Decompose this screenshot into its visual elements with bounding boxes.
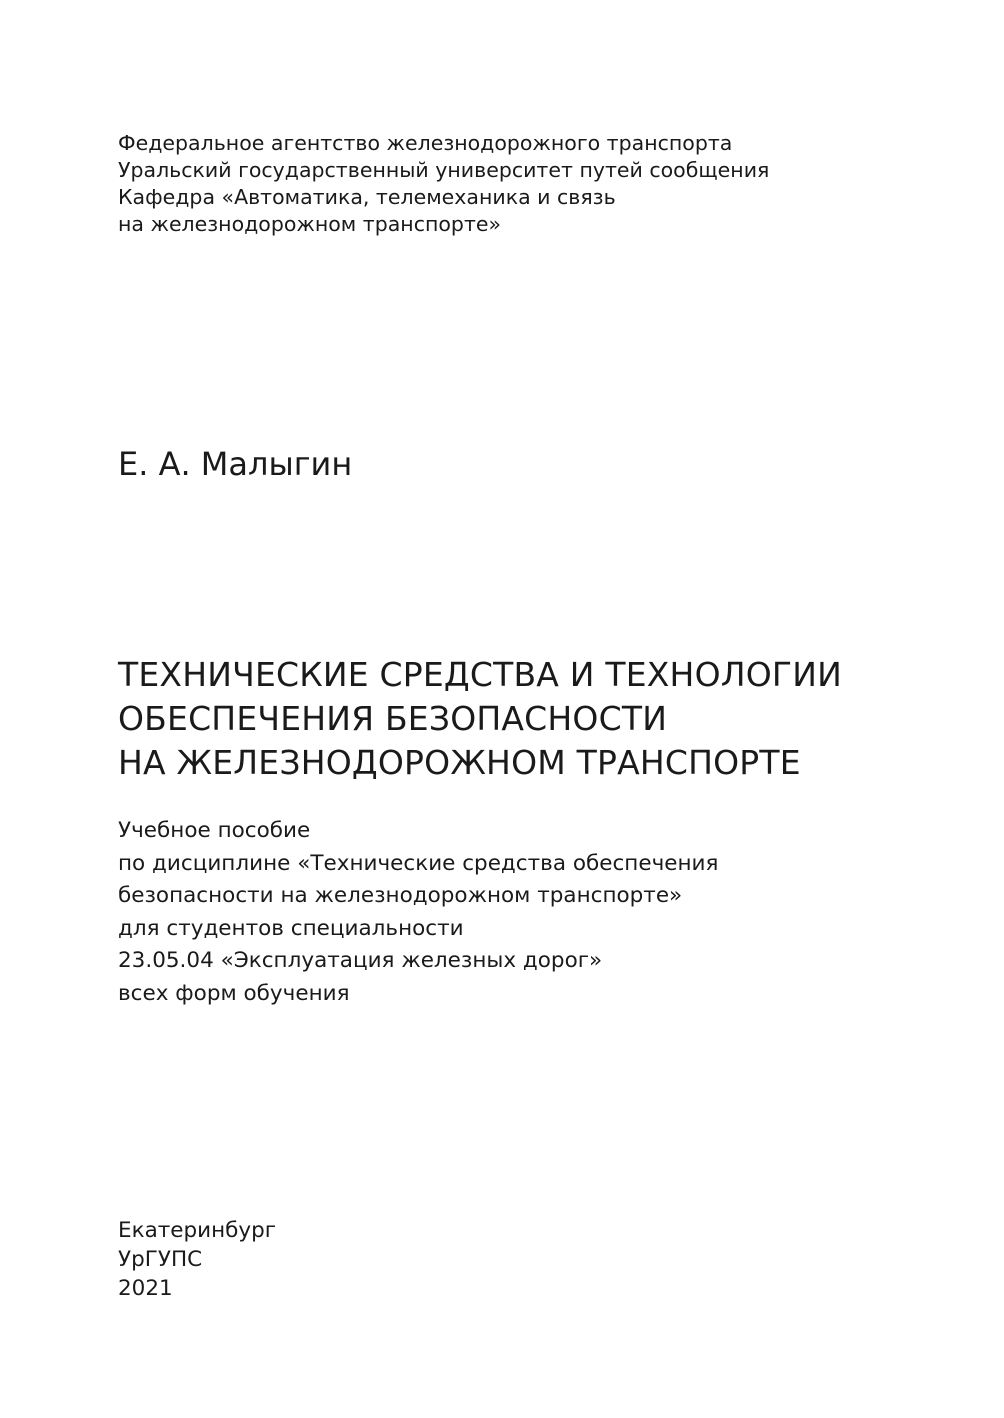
agency-line: Федеральное агентство железнодорожного транспорта xyxy=(118,131,733,155)
description-line: всех форм обучения xyxy=(118,980,350,1006)
imprint-year: 2021 xyxy=(118,1276,173,1301)
imprint-city: Екатеринбург xyxy=(118,1218,277,1243)
book-title xyxy=(118,653,842,785)
description-line: 23.05.04 «Эксплуатация железных дорог» xyxy=(118,948,603,973)
description-line: Учебное пособие xyxy=(118,818,311,843)
university-line: Уральский государственный университет путей сообщения xyxy=(118,158,770,182)
imprint xyxy=(118,1216,276,1303)
department-line-continued: на железнодорожном транспорте» xyxy=(118,212,502,236)
department-line: Кафедра «Автоматика, телемеханика и связь xyxy=(118,185,616,209)
title-line: ТЕХНИЧЕСКИЕ СРЕДСТВА И ТЕХНОЛОГИИ xyxy=(118,655,843,694)
title-line: ОБЕСПЕЧЕНИЯ БЕЗОПАСНОСТИ xyxy=(118,699,668,738)
organization-header xyxy=(118,130,769,238)
description-line: безопасности на железнодорожном транспорте» xyxy=(118,883,683,908)
title-line: НА ЖЕЛЕЗНОДОРОЖНОМ ТРАНСПОРТЕ xyxy=(118,743,801,782)
imprint-publisher: УрГУПС xyxy=(118,1247,203,1272)
description-line: для студентов специальности xyxy=(118,915,464,941)
author-name: Е. А. Малыгин xyxy=(118,445,353,483)
book-description xyxy=(118,815,718,1010)
description-line: по дисциплине «Технические средства обеспечения xyxy=(118,850,719,876)
